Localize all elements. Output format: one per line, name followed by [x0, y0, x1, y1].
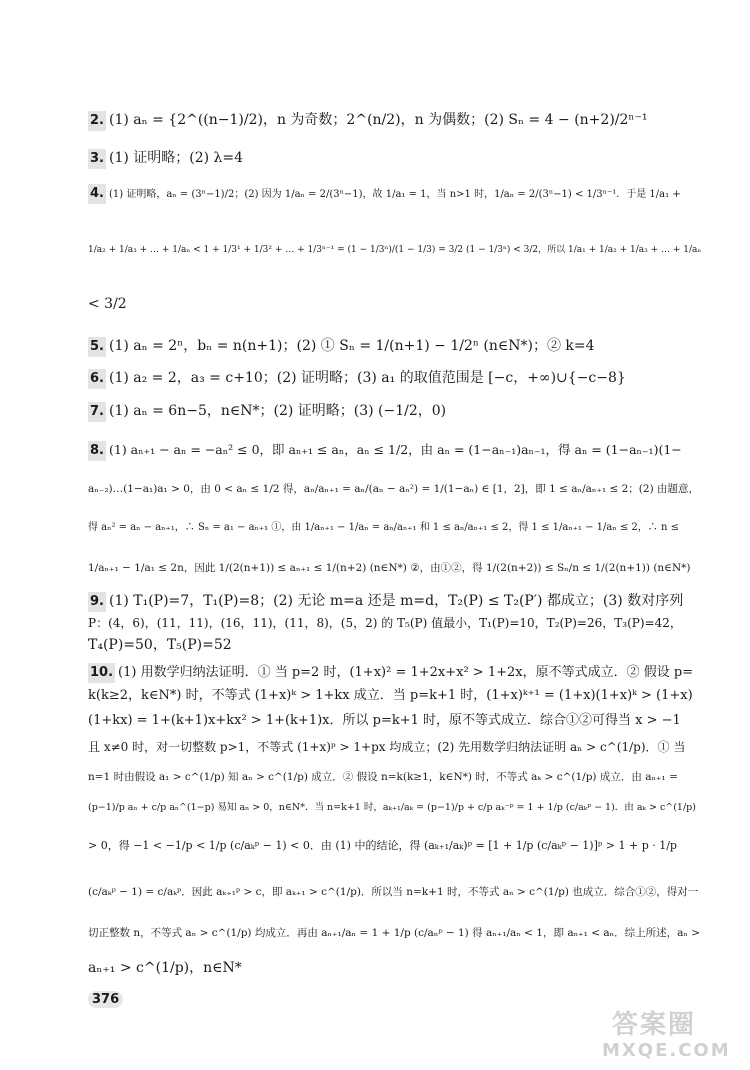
page-number: 376 — [88, 991, 123, 1008]
question-number: 3. — [88, 149, 106, 169]
answer-text: (1+kx) = 1+(k+1)x+kx² > 1+(k+1)x．所以 p=k+1 时，原不等式成立．综合①②可得当 x > −1 — [88, 713, 681, 728]
answer-text: aₙ₊₁ > c^(1/p)，n∈N* — [88, 960, 242, 976]
answer-line — [88, 635, 702, 655]
answer-line — [88, 110, 702, 131]
question-number: 4. — [88, 184, 106, 204]
answer-text: > 0，得 −1 < −1/p < 1/p (c/aₖᵖ − 1) < 0．由 (1) 中的结论，得 (aₖ₊₁/aₖ)ᵖ = [1 + 1/p (c/aₖᵖ − 1)]ᵖ > 1 + p · 1/p — [88, 839, 677, 852]
answer-line — [88, 294, 702, 314]
answer-line — [88, 711, 702, 731]
answer-line — [88, 836, 702, 856]
answer-text: (1) aₙ₊₁ − aₙ = −aₙ² ≤ 0，即 aₙ₊₁ ≤ aₙ，aₙ ≤ 1/2，由 aₙ = (1−aₙ₋₁)aₙ₋₁，得 aₙ = (1−aₙ₋₁)(1− — [108, 442, 682, 457]
answer-text: (1) T₁(P)=7，T₁(P)=8；(2) 无论 m=a 还是 m=d，T₂(P) ≤ T₂(P′) 都成立；(3) 数对序列 — [108, 593, 684, 609]
answer-line — [88, 923, 702, 943]
answer-text: aₙ₋₂)…(1−a₁)a₁ > 0，由 0 < aₙ ≤ 1/2 得，aₙ/aₙ₊₁ = aₙ/(aₙ − aₙ²) = 1/(1−aₙ) ∈ [1，2]，即 1 ≤ aₙ/aₙ₊₁ ≤ 2；(2) 由题意， — [88, 483, 700, 495]
answer-line — [88, 184, 702, 205]
answer-line — [88, 401, 702, 422]
answer-line — [88, 958, 702, 978]
answer-line — [88, 336, 702, 357]
answer-line — [88, 686, 702, 706]
watermark-logo: 答案圈 — [612, 1010, 697, 1040]
answer-line — [88, 882, 702, 902]
question-number: 6. — [88, 369, 106, 389]
answer-text: 切正整数 n，不等式 aₙ > c^(1/p) 均成立．再由 aₙ₊₁/aₙ = 1 + 1/p (c/aₙᵖ − 1) 得 aₙ₊₁/aₙ < 1，即 aₙ₊₁ < aₙ．综上所述，aₙ > — [88, 927, 701, 939]
answer-text: (1) 证明略；(2) λ=4 — [108, 150, 244, 166]
answer-line — [88, 479, 702, 499]
answer-line — [88, 148, 702, 169]
answer-text: (1) a₂ = 2，a₃ = c+10；(2) 证明略；(3) a₁ 的取值范围是 [−c，+∞)∪{−c−8} — [108, 370, 626, 386]
answer-line — [88, 737, 702, 757]
question-number: 9. — [88, 592, 106, 612]
question-number: 10. — [88, 663, 115, 683]
answer-line — [88, 440, 702, 461]
question-number: 7. — [88, 402, 106, 422]
answer-text: P：(4，6)，(11，11)，(16，11)，(11，8)，(5，2) 的 T₅(P) 值最小，T₁(P)=10，T₂(P)=26，T₃(P)=42， — [88, 616, 682, 630]
answer-text: 1/aₙ₊₁ − 1/a₁ ≤ 2n，因此 1/(2(n+1)) ≤ aₙ₊₁ ≤ 1/(n+2) (n∈N*) ②，由①②，得 1/(2(n+2)) ≤ Sₙ/n ≤ 1/(2(n+1)) (n∈N*) — [88, 562, 691, 574]
answer-text: (1) aₙ = 6n−5，n∈N*；(2) 证明略；(3) (−1/2，0) — [108, 403, 447, 419]
answer-line — [88, 798, 702, 818]
answer-line — [88, 518, 702, 538]
answer-line — [88, 663, 702, 683]
answer-text: 1/a₂ + 1/a₃ + … + 1/aₙ < 1 + 1/3¹ + 1/3² + … + 1/3ⁿ⁻¹ = (1 − 1/3ⁿ)/(1 − 1/3) = 3/2 (1 − 1/3ⁿ) < 3/2，所以 1/a₁ + 1/a₂ + 1/a₃ + … + 1/aₙ — [88, 245, 702, 255]
answer-text: 且 x≠0 时，对一切整数 p>1，不等式 (1+x)ᵖ > 1+px 均成立；(2) 先用数学归纳法证明 aₙ > c^(1/p)．① 当 — [88, 740, 686, 754]
answer-line — [88, 558, 702, 578]
answer-line — [88, 613, 702, 633]
answer-text: (1) aₙ = 2ⁿ，bₙ = n(n+1)；(2) ① Sₙ = 1/(n+1) − 1/2ⁿ (n∈N*)；② k=4 — [108, 338, 595, 354]
question-number: 5. — [88, 337, 106, 357]
answer-line — [88, 240, 702, 260]
answer-line — [88, 591, 702, 612]
answer-text: (p−1)/p aₙ + c/p aₙ^(1−p) 易知 aₙ > 0，n∈N*．当 n=k+1 时，aₖ₊₁/aₖ = (p−1)/p + c/p aₖ⁻ᵖ = 1 + 1/p (c/aₖᵖ − 1)．由 aₖ > c^(1/p) — [88, 802, 696, 813]
answer-text: (1) aₙ = {2^((n−1)/2)，n 为奇数；2^(n/2)，n 为偶数；(2) Sₙ = 4 − (n+2)/2ⁿ⁻¹ — [108, 112, 648, 128]
answer-text: n=1 时由假设 a₁ > c^(1/p) 知 aₙ > c^(1/p) 成立．② 假设 n=k(k≥1，k∈N*) 时，不等式 aₖ > c^(1/p) 成立．由 aₙ₊₁ = — [88, 771, 678, 783]
answer-text: (c/aₖᵖ − 1) = c/aₖᵖ．因此 aₖ₊₁ᵖ > c，即 aₖ₊₁ > c^(1/p)．所以当 n=k+1 时，不等式 aₙ > c^(1/p) 也成立．综合①②，得对一 — [88, 886, 699, 898]
answer-text: 得 aₙ² = aₙ − aₙ₊₁，∴ Sₙ = a₁ − aₙ₊₁ ①，由 1/aₙ₊₁ − 1/aₙ = aₙ/aₙ₊₁ 和 1 ≤ aₙ/aₙ₊₁ ≤ 2，得 1 ≤ 1/aₙ₊₁ − 1/aₙ ≤ 2，∴ n ≤ — [88, 522, 679, 533]
watermark-url: MXQE.COM — [602, 1040, 731, 1061]
answer-line — [88, 767, 702, 787]
question-number: 2. — [88, 111, 106, 131]
answer-text: T₄(P)=50，T₅(P)=52 — [88, 637, 232, 653]
answer-text: k(k≥2，k∈N*) 时，不等式 (1+x)ᵏ > 1+kx 成立．当 p=k+1 时，(1+x)ᵏ⁺¹ = (1+x)(1+x)ᵏ > (1+x) — [88, 688, 693, 703]
answer-text: (1) 用数学归纳法证明．① 当 p=2 时，(1+x)² = 1+2x+x² > 1+2x，原不等式成立．② 假设 p= — [118, 665, 694, 680]
question-number: 8. — [88, 441, 106, 461]
answer-text: (1) 证明略，aₙ = (3ⁿ−1)/2；(2) 因为 1/aₙ = 2/(3ⁿ−1)，故 1/a₁ = 1，当 n>1 时，1/aₙ = 2/(3ⁿ−1) < 1/3ⁿ⁻¹．于是 1/a₁ + — [108, 189, 681, 200]
answer-text: < 3/2 — [88, 296, 127, 312]
answer-line — [88, 368, 702, 389]
